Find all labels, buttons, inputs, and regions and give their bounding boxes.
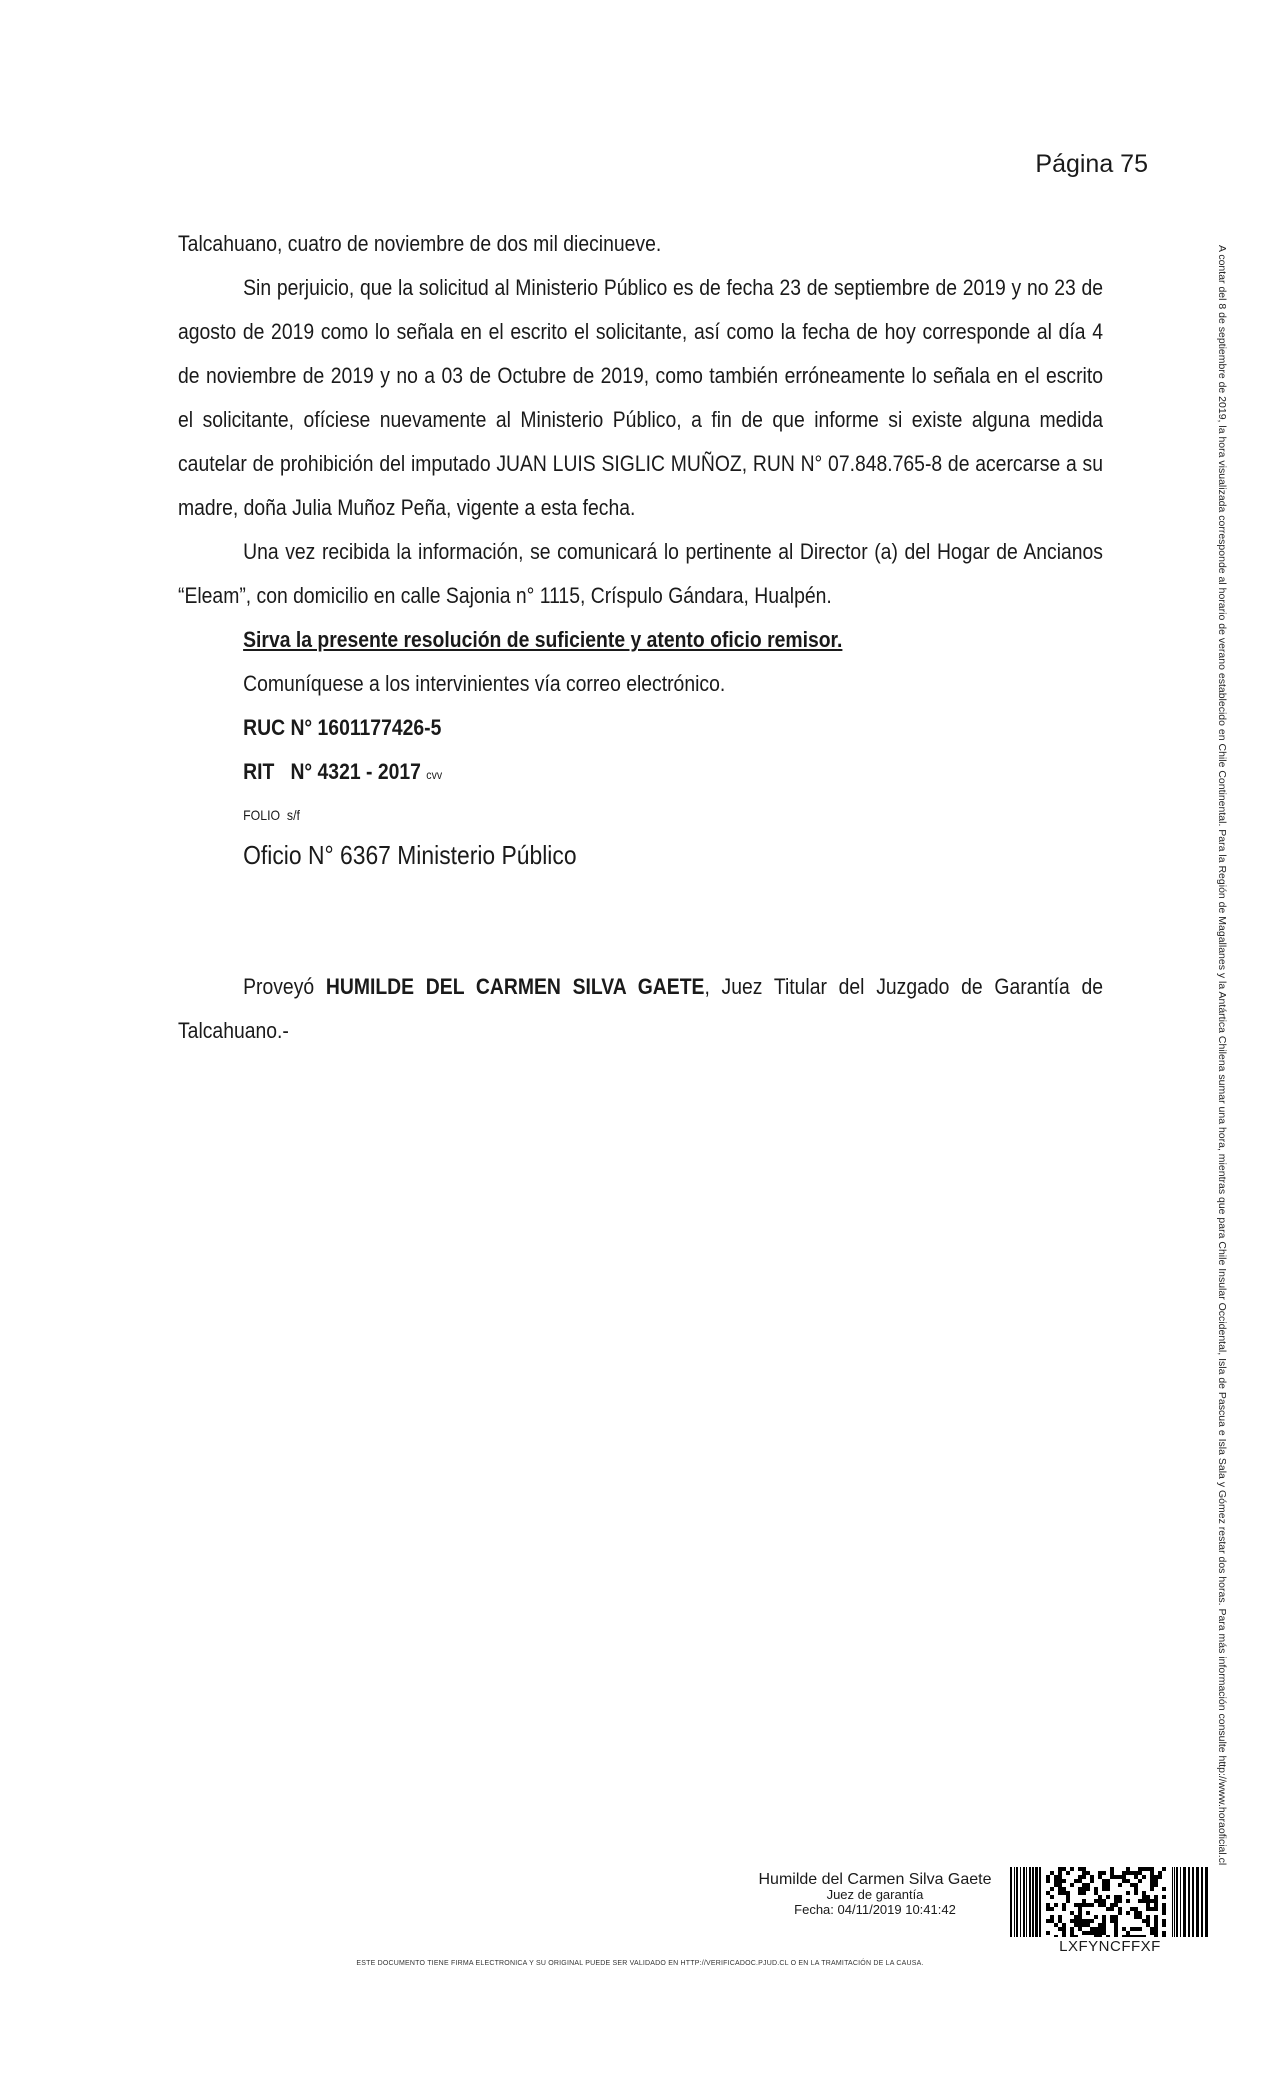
resolution-body [178,222,1103,1053]
folio-line: FOLIO s/f [243,807,300,823]
remisor-line [178,618,1103,662]
proveyo-prefix: Proveyó [243,974,326,999]
oficio-line: Oficio N° 6367 Ministerio Público [243,840,577,870]
remisor-text: Sirva la presente resolución de suficiente y atento oficio remisor [243,627,838,652]
comuniquese-line: Comuníquese a los intervinientes vía correo electrónico. [243,671,726,696]
paragraph-2: Una vez recibida la información, se comunicará lo pertinente al Director (a) del Hogar de Ancianos “Eleam”, con domicilio en calle Sajonia n° 1115, Críspulo Gándara, Hualpén. [178,539,1103,608]
signature-date: Fecha: 04/11/2019 10:41:42 [794,1902,956,1917]
rit-text: RIT N° 4321 - 2017 [243,759,421,784]
proveyo-suffix: , Juez Titular del Juzgado de Garantía de Talcahuano.- [178,974,1103,1043]
paragraph-1: Sin perjuicio, que la solicitud al Ministerio Público es de fecha 23 de septiembre de 2019 y no 23 de agosto de 2019 como lo señala en el escrito el solicitante, así como la fecha de hoy corresponde al día 4 de noviembre de 2019 y no a 03 de Octubre de 2019, como también erróneamente lo señala en el escrito el solicitante, ofíciese nuevamente al Ministerio Público, a fin de que informe si existe alguna medida cautelar de prohibición del imputado JUAN LUIS SIGLIC MUÑOZ, RUN N° 07.848.765-8 de acercarse a su madre, doña Julia Muñoz Peña, vigente a esta fecha. [178,275,1103,520]
page-number: Página 75 [1035,150,1148,178]
signer-role: Juez de garantía [826,1887,924,1902]
signature-block [690,1872,1060,1917]
side-note: A contar del 8 de septiembre de 2019, la hora visualizada corresponde al horario de verano establecido en Chile Continental. Para la Región de Magallanes y la Antártica Chilena sumar una hora, mientras que para Chile Insular Occidental, Isla de Pascua e Isla Sala y Gómez restar dos horas. Para más información consulte http://www.horaoficial.cl [1216,245,1228,1866]
rit-suffix: cvv [426,768,443,782]
ruc-line: RUC N° 1601177426-5 [243,715,442,740]
barcode-code: LXFYNCFFXF [1059,1938,1161,1955]
spacer [178,877,1103,965]
footer-note: ESTE DOCUMENTO TIENE FIRMA ELECTRONICA Y SU ORIGINAL PUEDE SER VALIDADO EN HTTP://VERIFICADOC.PJUD.CL O EN LA TRAMITACIÓN DE LA CAUSA. [356,1960,924,1967]
barcode-image [1010,1867,1210,1937]
date-line: Talcahuano, cuatro de noviembre de dos mil diecinueve. [178,231,662,256]
rit-line [178,750,1103,797]
proveyo-paragraph [178,965,1103,1053]
remisor-punct: . [837,627,843,652]
signer-name: Humilde del Carmen Silva Gaete [758,1871,992,1888]
judge-name: HUMILDE DEL CARMEN SILVA GAETE [325,974,705,999]
